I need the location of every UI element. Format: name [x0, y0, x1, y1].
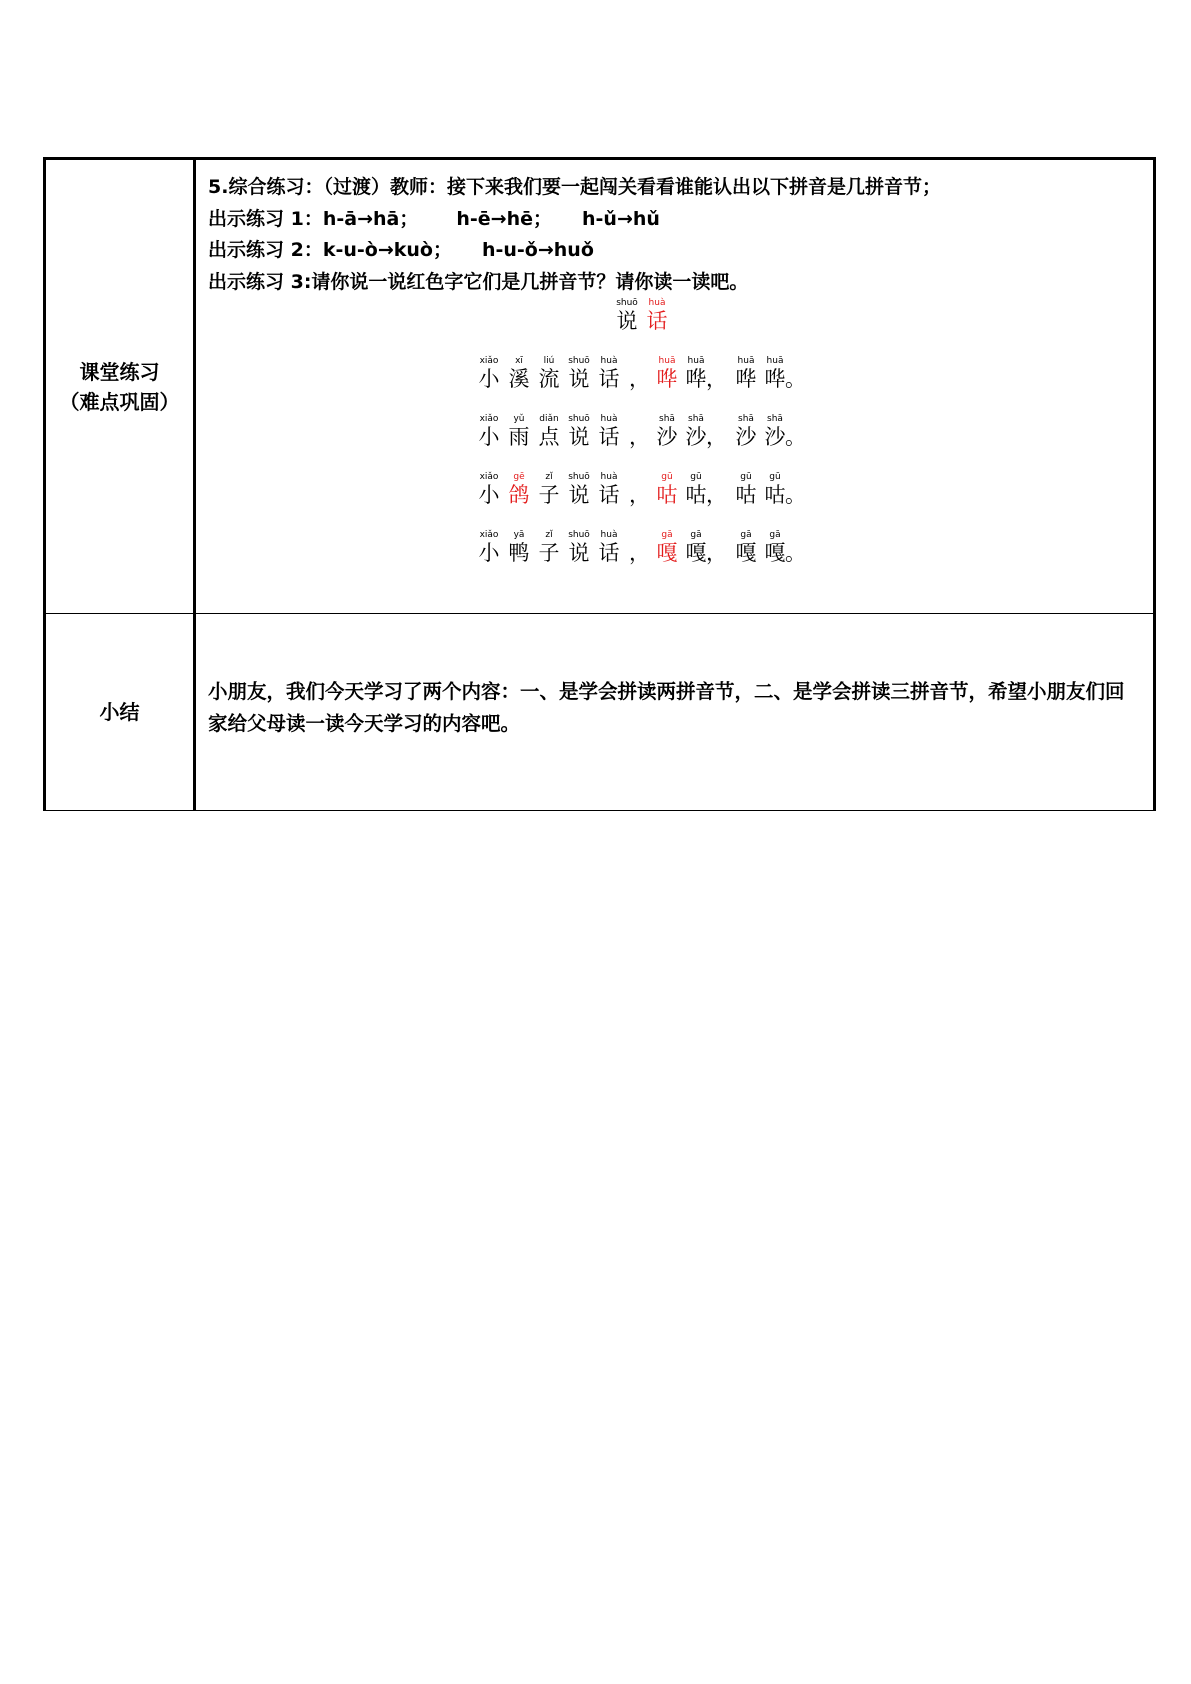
pinyin-label: zǐ	[545, 530, 553, 540]
pinyin-label: xiǎo	[479, 472, 499, 482]
punctuation: 。	[785, 425, 806, 449]
pinyin-label: gā	[740, 530, 752, 540]
table-row-practice	[45, 159, 1155, 614]
practice2-line	[208, 235, 1153, 267]
row-label-summary: 小结	[45, 614, 195, 811]
pinyin-label: huā	[766, 356, 784, 366]
summary-content	[195, 614, 1155, 811]
pinyin-label: huā	[737, 356, 755, 366]
punctuation: 。	[785, 367, 806, 391]
pinyin-label: xiǎo	[479, 530, 499, 540]
hanzi-char: 话	[598, 483, 620, 507]
punctuation: ，	[629, 425, 650, 449]
hanzi-char: 点	[538, 425, 560, 449]
practice2-label: 出示练习 2：	[208, 239, 323, 261]
hanzi-char: 说	[568, 541, 590, 565]
practice-content	[195, 159, 1155, 614]
hanzi-char: 哗	[656, 367, 678, 391]
pinyin-label: shuō	[616, 298, 638, 308]
pinyin-label: gū	[769, 472, 781, 482]
summary-text: 小朋友，我们今天学习了两个内容：一、是学会拼读两拼音节，二、是学会拼读三拼音节，希望小朋友们回家给父母读一读今天学习的内容吧。	[208, 680, 1125, 735]
hanzi-char: 咕	[656, 483, 678, 507]
pinyin-label: diǎn	[539, 414, 559, 424]
hanzi-char: 沙	[764, 425, 786, 449]
hanzi-char: 沙	[656, 425, 678, 449]
pinyin-label: gā	[690, 530, 702, 540]
hanzi-char: 子	[538, 541, 560, 565]
hanzi-char: 小	[478, 367, 500, 391]
table-row-summary	[45, 614, 1155, 811]
hanzi-char: 鸭	[508, 541, 530, 565]
hanzi-char: 咕	[735, 483, 757, 507]
hanzi-char: 咕	[764, 483, 786, 507]
pinyin-label: gē	[513, 472, 525, 482]
hanzi-char: 哗	[764, 367, 786, 391]
practice1-item: h-ā→hā；	[322, 207, 419, 230]
row-label-practice	[45, 159, 195, 614]
pinyin-label: zǐ	[545, 472, 553, 482]
pinyin-label: shā	[738, 414, 754, 424]
hanzi-char: 鸽	[508, 483, 530, 507]
pinyin-label: shuō	[568, 356, 590, 366]
pinyin-label: shuō	[568, 414, 590, 424]
pinyin-label: yǔ	[513, 414, 525, 424]
pinyin-label: xī	[515, 356, 523, 366]
hanzi-char: 说	[568, 367, 590, 391]
hanzi-char: 小	[478, 425, 500, 449]
label-line: （难点巩固）	[59, 389, 180, 414]
hanzi-char: 溪	[508, 367, 530, 391]
punctuation: ，	[706, 425, 727, 449]
punctuation: ，	[706, 541, 727, 565]
pinyin-label: huā	[658, 356, 676, 366]
pinyin-label: shuō	[568, 530, 590, 540]
pinyin-label: liú	[543, 356, 555, 366]
pinyin-label: shā	[659, 414, 675, 424]
pinyin-label: gū	[740, 472, 752, 482]
practice1-label: 出示练习 1：	[208, 207, 323, 230]
hanzi-char: 雨	[508, 425, 530, 449]
hanzi-char: 哗	[685, 367, 707, 391]
punctuation: ，	[706, 367, 727, 391]
pinyin-label: huà	[600, 472, 618, 482]
pinyin-label: shuō	[568, 472, 590, 482]
intro-line: 5.综合练习：（过渡）教师：接下来我们要一起闯关看看谁能认出以下拼音是几拼音节；	[208, 176, 941, 198]
pinyin-label: gā	[769, 530, 781, 540]
pinyin-label: xiǎo	[479, 414, 499, 424]
pinyin-label: huà	[600, 356, 618, 366]
punctuation: ，	[629, 367, 650, 391]
hanzi-char: 流	[538, 367, 560, 391]
lesson-table	[43, 157, 1156, 811]
practice2-item: k-u-ò→kuò；	[322, 239, 452, 261]
pinyin-label: gā	[661, 530, 673, 540]
pinyin-label: yā	[513, 530, 525, 540]
pinyin-label: shā	[767, 414, 783, 424]
pinyin-label: gū	[661, 472, 673, 482]
pinyin-label: gū	[690, 472, 702, 482]
pinyin-label: huà	[648, 298, 666, 308]
hanzi-char: 沙	[735, 425, 757, 449]
hanzi-char: 哗	[735, 367, 757, 391]
pinyin-label: shā	[688, 414, 704, 424]
hanzi-char: 小	[478, 541, 500, 565]
practice1-line	[208, 204, 1153, 236]
label-line: 课堂练习	[79, 359, 160, 384]
pinyin-label: xiǎo	[479, 356, 499, 366]
punctuation: ，	[706, 483, 727, 507]
punctuation: 。	[785, 541, 806, 565]
hanzi-char: 说	[616, 309, 638, 333]
practice2-item: h-u-ǒ→huǒ	[481, 239, 594, 261]
practice1-item: h-ē→hē；	[456, 207, 552, 230]
pinyin-label: huà	[600, 414, 618, 424]
hanzi-char: 嘎	[764, 541, 786, 565]
hanzi-char: 话	[598, 425, 620, 449]
hanzi-char: 说	[568, 483, 590, 507]
hanzi-char: 话	[598, 367, 620, 391]
hanzi-char: 说	[568, 425, 590, 449]
punctuation: ，	[629, 483, 650, 507]
hanzi-char: 嘎	[685, 541, 707, 565]
hanzi-char: 子	[538, 483, 560, 507]
hanzi-char: 咕	[685, 483, 707, 507]
pinyin-poem	[196, 298, 1153, 598]
pinyin-label: huā	[687, 356, 705, 366]
practice-instructions	[196, 160, 1153, 298]
hanzi-char: 话	[646, 309, 668, 333]
hanzi-char: 话	[598, 541, 620, 565]
hanzi-char: 小	[478, 483, 500, 507]
hanzi-char: 沙	[685, 425, 707, 449]
hanzi-char: 嘎	[735, 541, 757, 565]
practice3-line: 出示练习 3:请你说一说红色字它们是几拼音节？请你读一读吧。	[208, 270, 749, 293]
hanzi-char: 嘎	[656, 541, 678, 565]
punctuation: 。	[785, 483, 806, 507]
pinyin-label: huà	[600, 530, 618, 540]
punctuation: ，	[629, 541, 650, 565]
practice1-item: h-ǔ→hǔ	[582, 207, 660, 230]
